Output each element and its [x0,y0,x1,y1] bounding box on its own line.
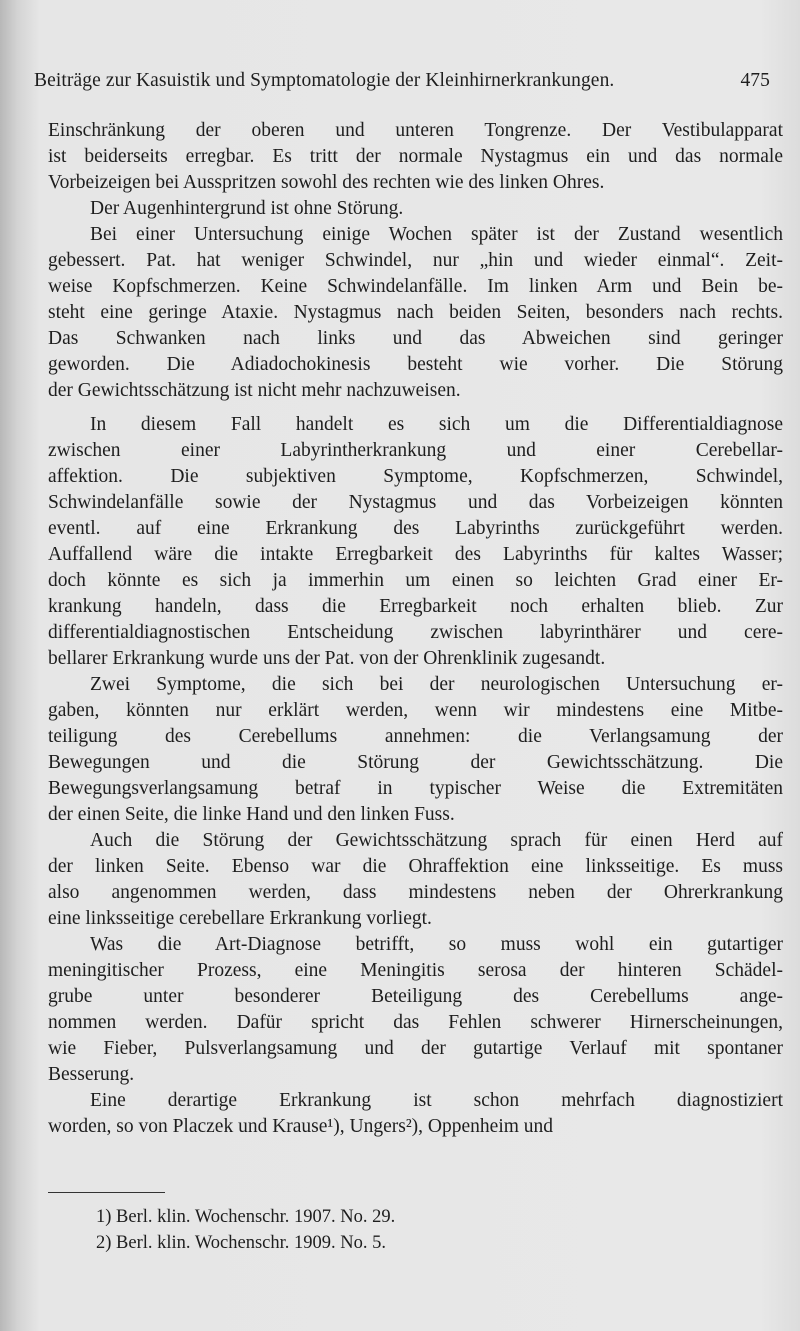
text-line: zwischen einer Labyrintherkrankung und einer Cerebellar- [48,440,783,461]
text-line: teiligung des Cerebellums annehmen: die Verlangsamung der [48,726,783,747]
text-line: Bewegungen und die Störung der Gewichtsschätzung. Die [48,752,783,773]
text-line: eventl. auf eine Erkrankung des Labyrinths zurückgeführt werden. [48,518,783,539]
paragraph [48,222,783,404]
footnote-rule [48,1192,165,1193]
text-line: Vorbeizeigen bei Ausspritzen sowohl des rechten wie des linken Ohres. [48,172,605,193]
text-line: steht eine geringe Ataxie. Nystagmus nach beiden Seiten, besonders nach rechts. [48,302,783,323]
body-text [48,118,783,1140]
text-line: Auch die Störung der Gewichtsschätzung sprach für einen Herd auf [90,830,783,851]
paragraph [48,196,783,222]
paragraph [48,932,783,1088]
text-line: krankung handeln, dass die Erregbarkeit noch erhalten blieb. Zur [48,596,783,617]
text-line: eine linksseitige cerebellare Erkrankung vorliegt. [48,908,432,929]
text-line: ist beiderseits erregbar. Es tritt der normale Nystagmus ein und das normale [48,146,783,167]
text-line: der Gewichtsschätzung ist nicht mehr nachzuweisen. [48,380,461,401]
text-line: differentialdiagnostischen Entscheidung zwischen labyrinthärer und cere- [48,622,783,643]
text-line: Einschränkung der oberen und unteren Tongrenze. Der Vestibulapparat [48,120,783,141]
paragraph [48,672,783,828]
text-line: Besserung. [48,1064,135,1085]
text-line: Was die Art-Diagnose betrifft, so muss wohl ein gutartiger [90,934,783,955]
text-line: Eine derartige Erkrankung ist schon mehrfach diagnostiziert [90,1090,783,1111]
footnote-2: 2) Berl. klin. Wochenschr. 1909. No. 5. [96,1233,387,1253]
page-number: 475 [740,70,770,91]
text-line: gaben, könnten nur erklärt werden, wenn wir mindestens eine Mitbe- [48,700,783,721]
text-line: Zwei Symptome, die sich bei der neurologischen Untersuchung er- [90,674,783,695]
text-line: also angenommen werden, dass mindestens neben der Ohrerkrankung [48,882,783,903]
text-line: der einen Seite, die linke Hand und den linken Fuss. [48,804,455,825]
text-line: Auffallend wäre die intakte Erregbarkeit des Labyrinths für kaltes Wasser; [48,544,783,565]
footnote-1: 1) Berl. klin. Wochenschr. 1907. No. 29. [96,1207,396,1227]
text-line: Schwindelanfälle sowie der Nystagmus und das Vorbeizeigen könnten [48,492,783,513]
text-line: geworden. Die Adiadochokinesis besteht wie vorher. Die Störung [48,354,783,375]
text-line: wie Fieber, Pulsverlangsamung und der gutartige Verlauf mit spontaner [48,1038,783,1059]
text-line: Das Schwanken nach links und das Abweichen sind geringer [48,328,783,349]
text-line: meningitischer Prozess, eine Meningitis serosa der hinteren Schädel- [48,960,783,981]
text-line: doch könnte es sich ja immerhin um einen so leichten Grad einer Er- [48,570,783,591]
running-title: Beiträge zur Kasuistik und Symptomatologie der Kleinhirnerkrankungen. [34,70,615,91]
text-line: Bewegungsverlangsamung betraf in typischer Weise die Extremitäten [48,778,783,799]
paragraph [48,412,783,672]
text-line: affektion. Die subjektiven Symptome, Kopfschmerzen, Schwindel, [48,466,783,487]
text-line: Der Augenhintergrund ist ohne Störung. [90,198,404,219]
text-line: worden, so von Placzek und Krause¹), Ungers²), Oppenheim und [48,1116,554,1137]
text-line: In diesem Fall handelt es sich um die Differentialdiagnose [90,414,783,435]
text-line: weise Kopfschmerzen. Keine Schwindelanfälle. Im linken Arm und Bein be- [48,276,783,297]
paragraph [48,828,783,932]
text-line: der linken Seite. Ebenso war die Ohraffektion eine linksseitige. Es muss [48,856,783,877]
paragraph [48,1088,783,1140]
text-line: gebessert. Pat. hat weniger Schwindel, nur „hin und wieder einmal“. Zeit- [48,250,783,271]
paragraph [48,118,783,196]
text-line: Bei einer Untersuchung einige Wochen später ist der Zustand wesentlich [90,224,783,245]
text-line: nommen werden. Dafür spricht das Fehlen schwerer Hirnerscheinungen, [48,1012,783,1033]
running-header [34,70,774,92]
text-line: grube unter besonderer Beteiligung des Cerebellums ange- [48,986,783,1007]
text-line: bellarer Erkrankung wurde uns der Pat. von der Ohrenklinik zugesandt. [48,648,606,669]
